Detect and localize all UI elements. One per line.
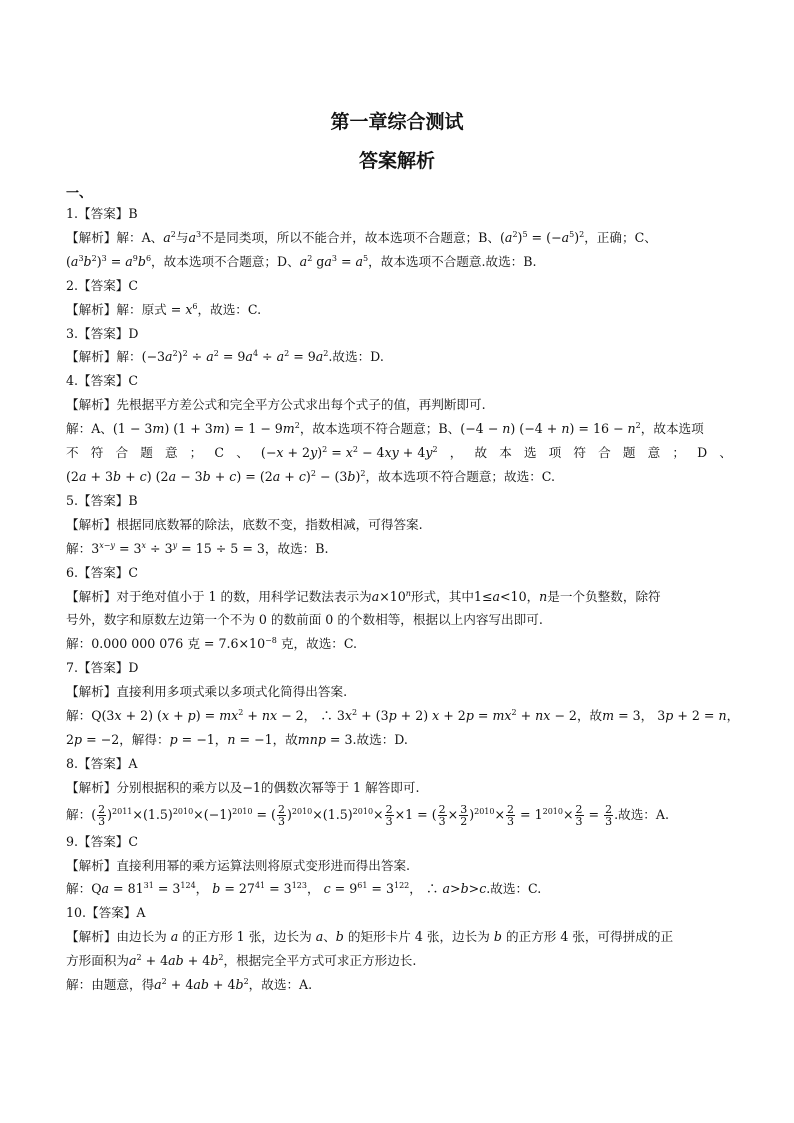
q6-explain-2: 号外，数字和原数左边第一个不为 0 的数前面 0 的个数相等，根据以上内容写出即可. xyxy=(66,612,543,628)
q10-answer: 10.【答案】A xyxy=(66,905,146,921)
q10-explain-1: 【解析】由边长为 a 的正方形 1 张，边长为 a、b 的矩形卡片 4 张，边长为 b 的正方形 4 张，可得拼成的正 xyxy=(66,929,674,945)
q8-explain-1: 【解析】分别根据积的乘方以及−1的偶数次幂等于 1 解答即可. xyxy=(66,779,420,795)
q3-explain: 【解析】解：$(-3a^2)^2 \div a^2 = 9a^4 \div a^2 = 9a^2$.故选：D. xyxy=(66,349,384,365)
q7-explain-2: 2p = −2，解得：p = −1，n = −1，故mnp = 3.故选：D. xyxy=(66,731,408,747)
q3-answer: 3.【答案】D xyxy=(66,325,139,341)
q6-explain-3: 解：0.000 000 076 克 = $7.6\times 10^{-8}$ 克，故选：C. xyxy=(66,636,358,652)
q9-answer: 9.【答案】C xyxy=(66,833,139,849)
q1-explain-2: $(a^3b^2)^3 = a^9b^6$，故本选项不合题意；D、$a^2$ $ga^3 = a^5$，故本选项不合题意.故选：B. xyxy=(66,253,537,269)
q4-hint: 【解析】先根据平方差公式和完全平方公式求出每个式子的值，再判断即可. xyxy=(66,397,486,413)
q1-explain-1: 【解析】解：A、$a^2$与$a^3$不是同类项，所以不能合并，故本选项不合题意；B、$(a^2)^5 = (-a^5)^2$，正确；C、 xyxy=(66,229,657,245)
q8-answer: 8.【答案】A xyxy=(66,755,138,771)
q5-answer: 5.【答案】B xyxy=(66,492,138,508)
q9-hint: 【解析】直接利用幂的乘方运算法则将原式变形进而得出答案. xyxy=(66,857,411,873)
section-heading: 一、 xyxy=(66,186,93,201)
q4-answer: 4.【答案】C xyxy=(66,373,139,389)
q6-answer: 6.【答案】C xyxy=(66,564,139,580)
q7-hint: 【解析】直接利用多项式乘以多项式化简得出答案. xyxy=(66,684,348,700)
q2-explain: 【解析】解：原式 = $x^6$，故选：C. xyxy=(66,301,262,317)
q1-answer: 1.【答案】B xyxy=(66,206,138,221)
q9-explain: 解：$Qa = 81^{31} = 3^{124}$， $b = 27^{41} = 3^{123}$， $c = 9^{61} = 3^{122}$， ∴ a>b>c.故选：C. xyxy=(66,881,542,897)
q2-answer: 2.【答案】C xyxy=(66,277,139,293)
q7-explain-1: 解：Q(3x + 2) $(x + p) = mx^2$ + nx − 2， ∴ $3x^2 + (3p + 2) x + 2p = mx^2$ + nx − 2，故m = 3， 3p + 2 = n， xyxy=(66,708,740,724)
q7-answer: 7.【答案】D xyxy=(66,660,139,676)
page-title: 第一章综合测试 xyxy=(330,111,464,133)
q4-explain-2: 不 符 合 题 意 ； C 、 $(-x + 2y)^2 = x^2 - 4xy + 4y^2$ ， 故 本 选 项 符 合 题 意 ； D 、 xyxy=(66,445,732,461)
q5-explain: 解：$3^{x-y} = 3^x \div 3^y = 15 \div 5 = 3$，故选：B. xyxy=(66,540,329,556)
page-subtitle: 答案解析 xyxy=(358,150,435,172)
q5-hint: 【解析】根据同底数幂的除法，底数不变，指数相减，可得答案. xyxy=(66,516,423,532)
q4-explain-3: (2a + 3b + c) $(2a - 3b + c) = (2a + c)^2 - (3b)^2$，故本选项不符合题意；故选：C. xyxy=(66,468,555,484)
answer-content xyxy=(66,202,740,997)
q10-explain-2: 方形面积为$a^2 + 4ab + 4b^2$，根据完全平方式可求正方形边长. xyxy=(66,953,417,969)
q8-explain-2: 解：( $\frac{2}{3}$ )$^{2011}\times(1.5)^{2010}\times(-1)^{2010}$ = ( $\frac{2}{3}$ )$^{2010}\times(1.5)^{2010}\times$ $\frac{2}{3}$ ×1 = ( $\frac{2}{3}$ × $\frac{3}{2}$ )$^{2010}$× $\frac{2}{3}$ = $1^{2010}\times$ $\frac{2}{3}$ = $\frac{2}{3}$ .故选：A. xyxy=(66,802,669,828)
q4-explain-1: 解：A、(1 − 3m) $(1 + 3m) = 1 - 9m^2$，故本选项不符合题意；B、(−4 − n) $(-4 + n) = 16 - n^2$，故本选项 xyxy=(66,421,704,437)
q6-explain-1: 【解析】对于绝对值小于 1 的数，用科学记数法表示为$a\times 10^n$形式，其中1≤a<10，n是一个负整数，除符 xyxy=(66,588,661,604)
q10-explain-3: 解：由题意，得$a^2 + 4ab + 4b^2$，故选：A. xyxy=(66,977,313,993)
